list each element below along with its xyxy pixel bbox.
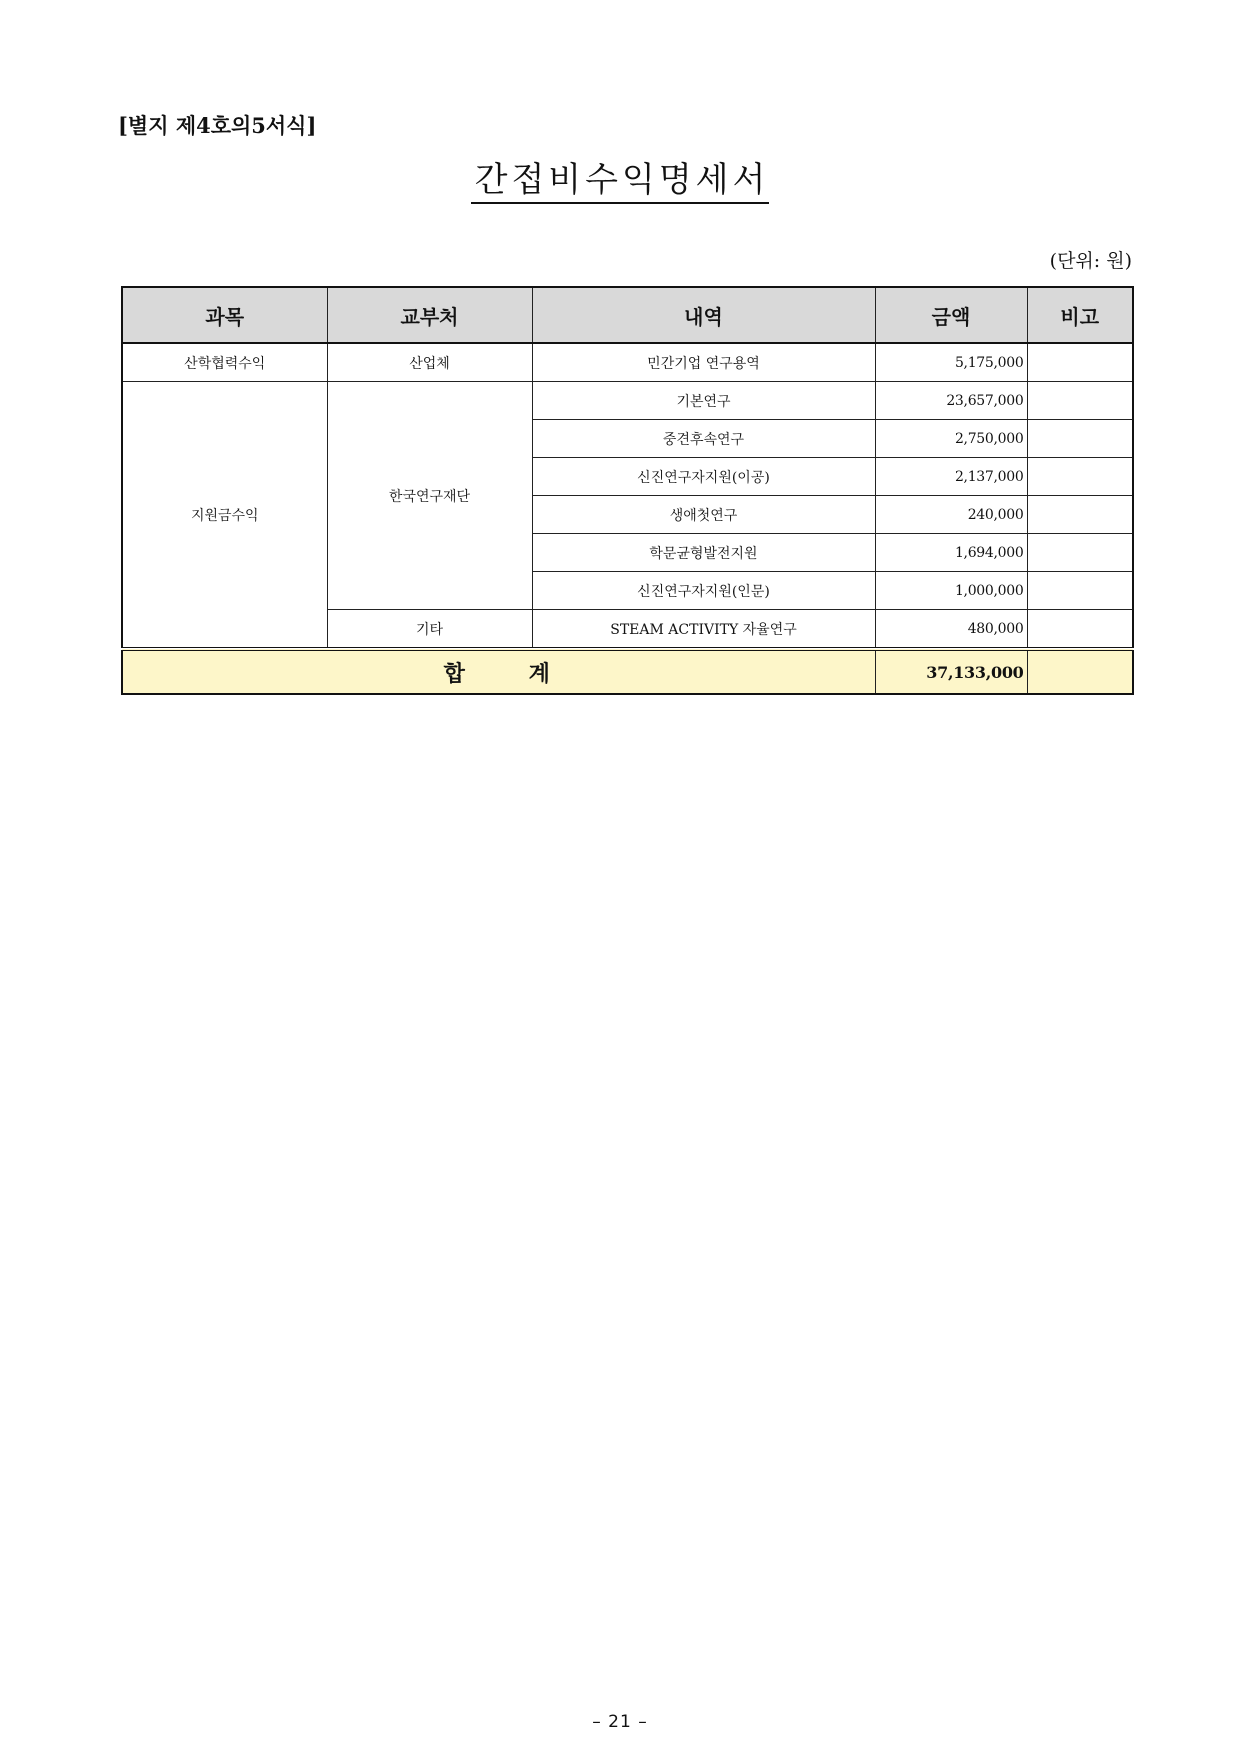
cell-amount: 5,175,000: [875, 343, 1027, 382]
cell-grantor: 산업체: [327, 343, 532, 382]
cell-note: [1027, 534, 1133, 572]
form-label: [별지 제4호의5서식]: [118, 113, 317, 138]
page-number: – 21 –: [592, 1712, 648, 1732]
cell-amount: 23,657,000: [875, 382, 1027, 420]
cell-subject: 산학협력수익: [122, 343, 327, 382]
table-header-row: [122, 287, 1133, 343]
total-note: [1027, 649, 1133, 694]
cell-note: [1027, 572, 1133, 610]
cell-amount: 2,750,000: [875, 420, 1027, 458]
document-title-wrapper: [0, 152, 1240, 201]
cell-detail: 중견후속연구: [532, 420, 875, 458]
unit-label: (단위: 원): [1049, 250, 1132, 272]
cell-detail: STEAM ACTIVITY 자율연구: [532, 610, 875, 650]
cell-detail: 신진연구자지원(인문): [532, 572, 875, 610]
cell-subject: 지원금수익: [122, 382, 327, 650]
cell-amount: 2,137,000: [875, 458, 1027, 496]
cell-amount: 1,000,000: [875, 572, 1027, 610]
cell-detail: 신진연구자지원(이공): [532, 458, 875, 496]
cell-note: [1027, 343, 1133, 382]
cell-detail: 학문균형발전지원: [532, 534, 875, 572]
cell-grantor: 한국연구재단: [327, 382, 532, 610]
total-label: 합 계: [122, 649, 875, 694]
cell-detail: 기본연구: [532, 382, 875, 420]
cell-note: [1027, 458, 1133, 496]
cell-note: [1027, 420, 1133, 458]
total-amount: 37,133,000: [875, 649, 1027, 694]
column-header-amount: 금액: [875, 287, 1027, 343]
cell-grantor: 기타: [327, 610, 532, 650]
indirect-cost-revenue-table: [121, 286, 1134, 695]
table-row: [122, 382, 1133, 420]
cell-note: [1027, 610, 1133, 650]
cell-amount: 240,000: [875, 496, 1027, 534]
column-header-grantor: 교부처: [327, 287, 532, 343]
cell-detail: 민간기업 연구용역: [532, 343, 875, 382]
cell-note: [1027, 382, 1133, 420]
cell-detail: 생애첫연구: [532, 496, 875, 534]
document-title: 간접비수익명세서: [471, 160, 770, 204]
table-row: [122, 343, 1133, 382]
column-header-note: 비고: [1027, 287, 1133, 343]
column-header-detail: 내역: [532, 287, 875, 343]
cell-note: [1027, 496, 1133, 534]
cell-amount: 1,694,000: [875, 534, 1027, 572]
total-row: [122, 649, 1133, 694]
column-header-subject: 과목: [122, 287, 327, 343]
cell-amount: 480,000: [875, 610, 1027, 650]
